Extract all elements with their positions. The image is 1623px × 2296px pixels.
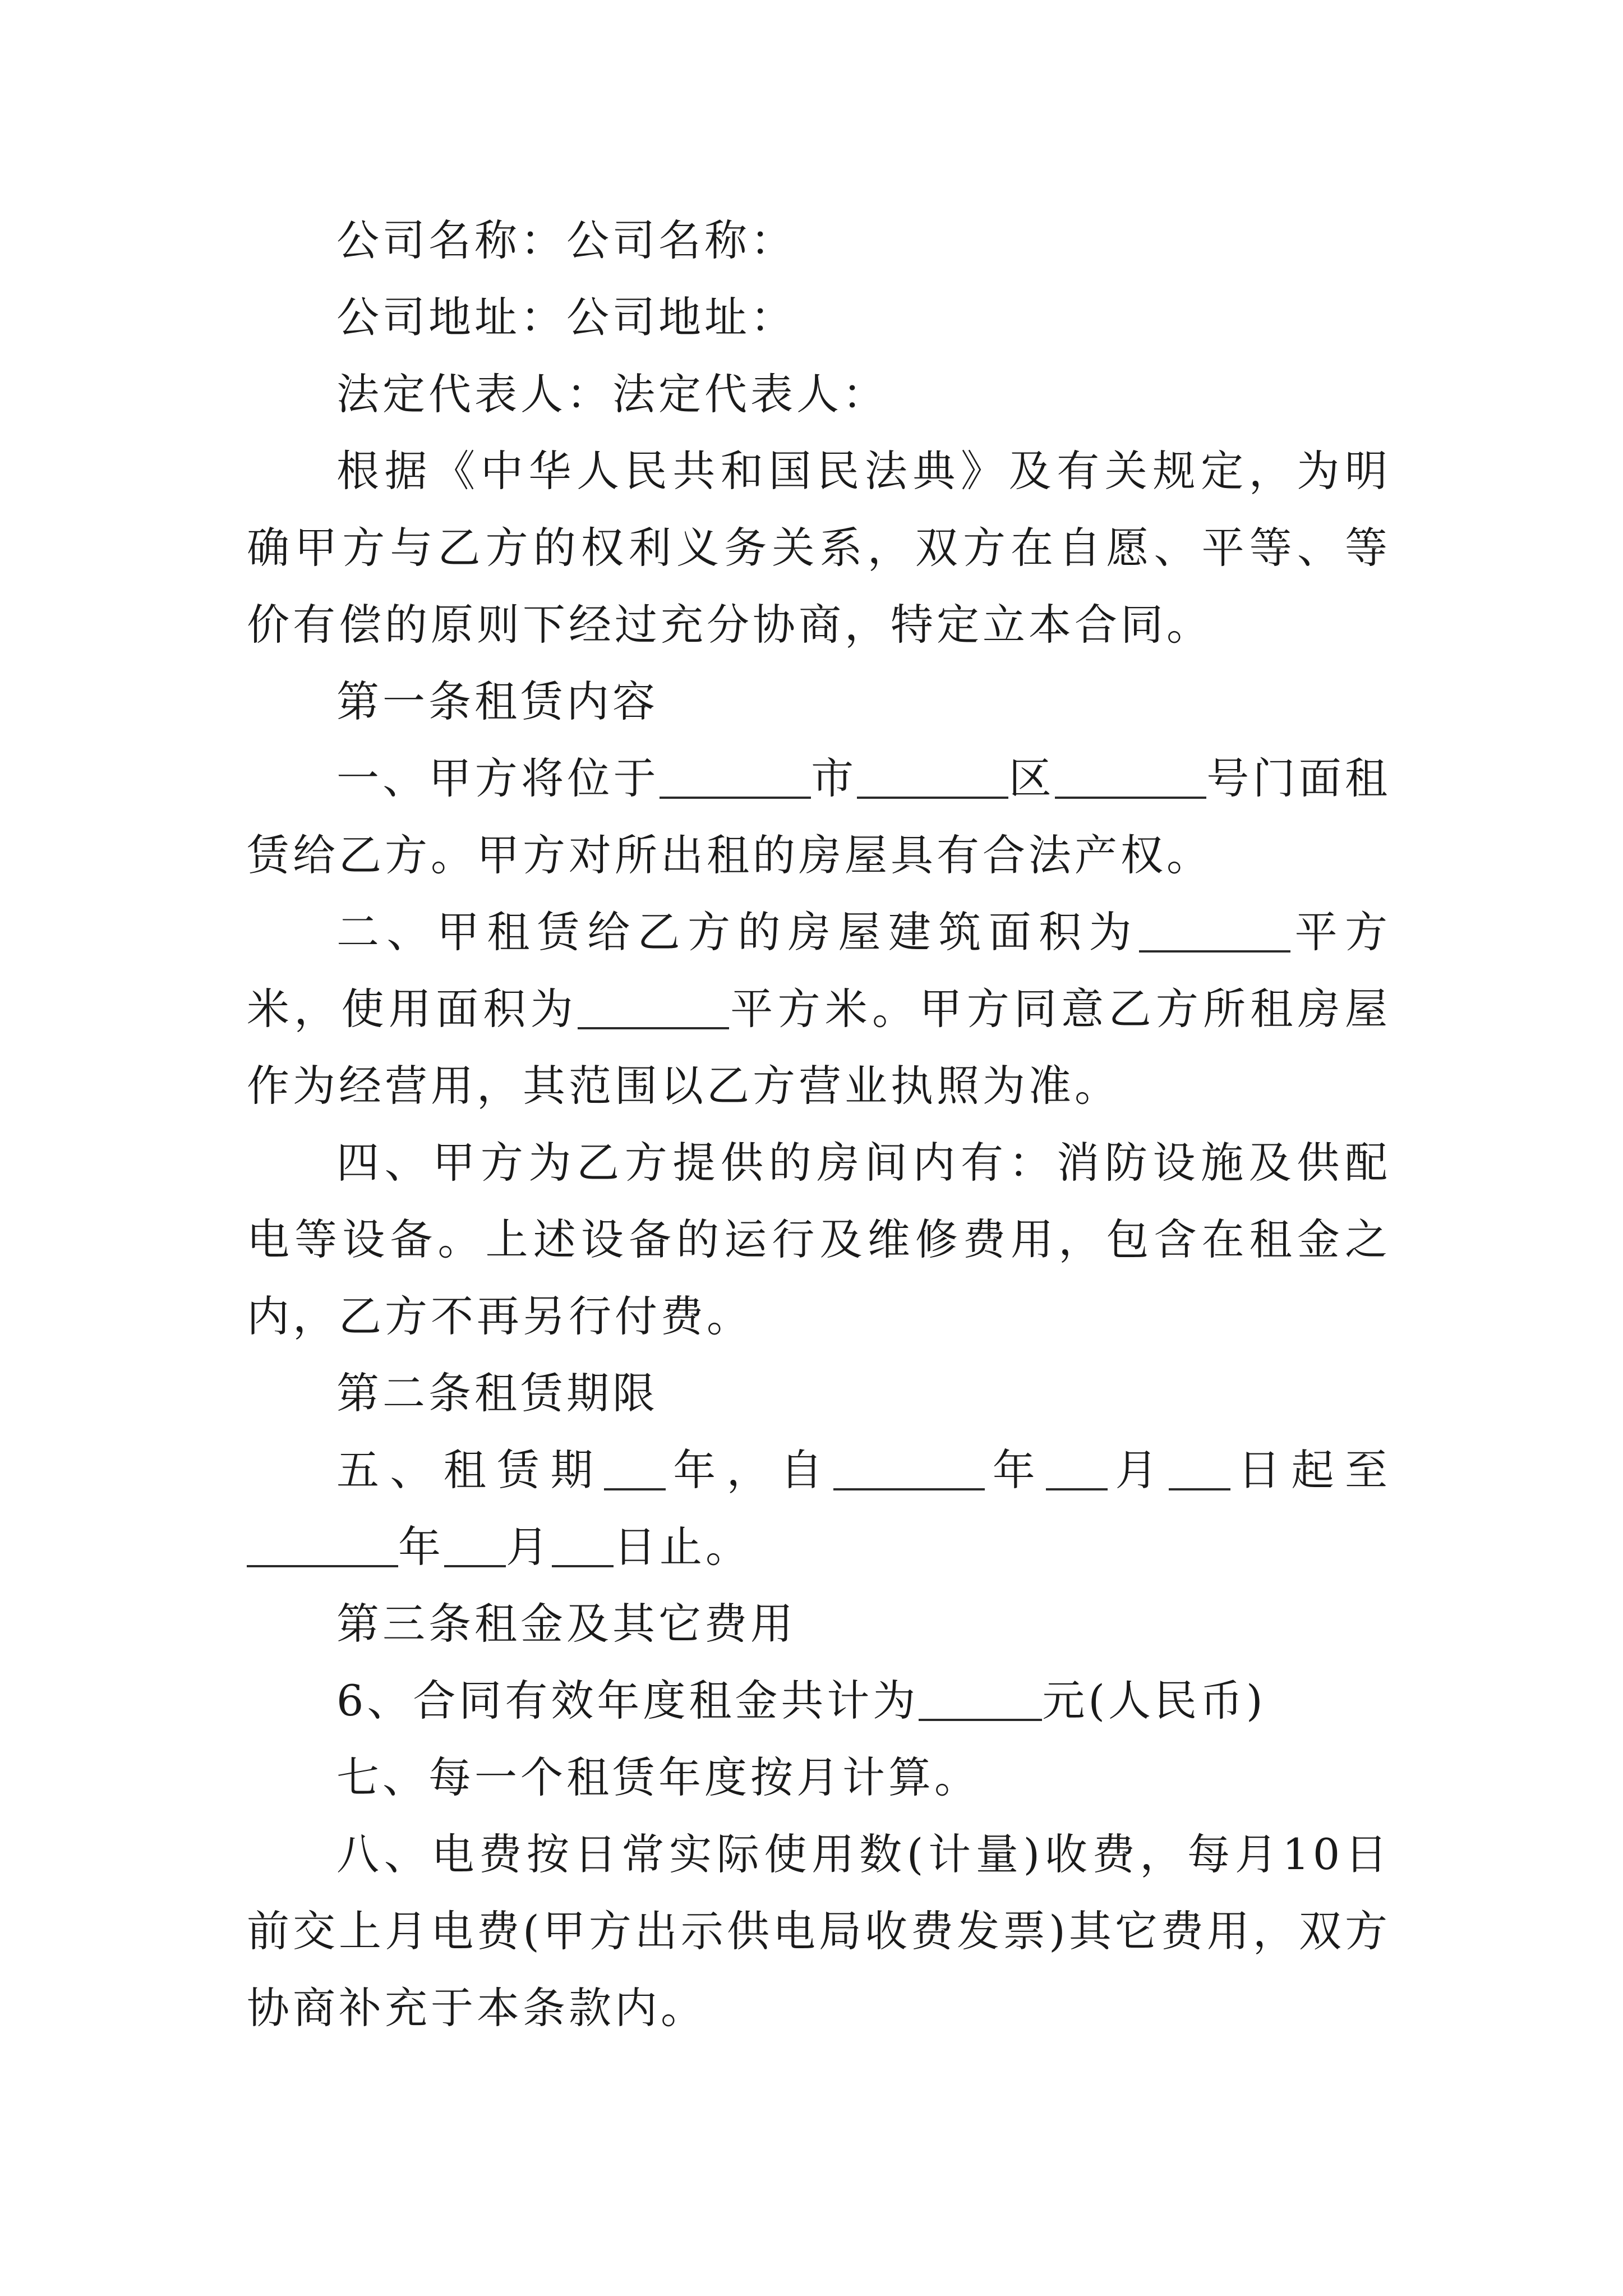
company-address-line: 公司地址：公司地址： <box>336 292 796 342</box>
blank-end-month[interactable] <box>444 1521 506 1567</box>
article-3-item-8: 八、电费按日常实际使用数(计量)收费，每月10日前交上月电费(甲方出示供电局收费发票)其它费用，双方协商补充于本条款内。 <box>247 1829 1391 2033</box>
preamble-paragraph: 根据《中华人民共和国民法典》及有关规定，为明确甲方与乙方的权利义务关系，双方在自愿、平等、等价有偿的原则下经过充分协商，特定立本合同。 <box>247 446 1391 650</box>
blank-usable-area[interactable] <box>578 983 729 1029</box>
blank-start-day[interactable] <box>1169 1444 1230 1490</box>
blank-start-year[interactable] <box>833 1444 985 1490</box>
article-3-title: 第三条租金及其它费用 <box>336 1599 796 1649</box>
article-1-title: 第一条租赁内容 <box>336 677 658 726</box>
blank-term-years[interactable] <box>604 1444 666 1490</box>
blank-start-month[interactable] <box>1046 1444 1108 1490</box>
company-name-line: 公司名称：公司名称： <box>336 215 796 265</box>
blank-city[interactable] <box>660 753 811 799</box>
article-1-item-2: 二、甲租赁给乙方的房屋建筑面积为 平方米，使用面积为 平方米。甲方同意乙方所租房屋作为经营用，其范围以乙方营业执照为准。 <box>247 907 1391 1111</box>
blank-annual-rent[interactable] <box>919 1675 1042 1721</box>
blank-end-year[interactable] <box>247 1521 398 1567</box>
article-3-item-7: 七、每一个租赁年度按月计算。 <box>336 1752 980 1802</box>
article-1-item-4: 四、甲方为乙方提供的房间内有：消防设施及供配电等设备。上述设备的运行及维修费用，包含在租金之内，乙方不再另行付费。 <box>247 1138 1391 1341</box>
contract-page <box>247 202 1391 2046</box>
blank-end-day[interactable] <box>552 1521 614 1567</box>
blank-building-area[interactable] <box>1139 907 1290 953</box>
article-2-item-5: 五、租赁期 年，自 年 月 日起至年 月 日止。 <box>247 1432 1391 1585</box>
legal-representative-line: 法定代表人：法定代表人： <box>336 369 888 419</box>
blank-number[interactable] <box>1055 753 1206 799</box>
article-1-item-1: 一、甲方将位于 市 区 号门面租赁给乙方。甲方对所出租的房屋具有合法产权。 <box>247 753 1391 880</box>
article-2-title: 第二条租赁期限 <box>336 1368 658 1418</box>
article-3-item-6: 6、合同有效年度租金共计为 元(人民币) <box>336 1676 1266 1726</box>
blank-district[interactable] <box>857 753 1008 799</box>
